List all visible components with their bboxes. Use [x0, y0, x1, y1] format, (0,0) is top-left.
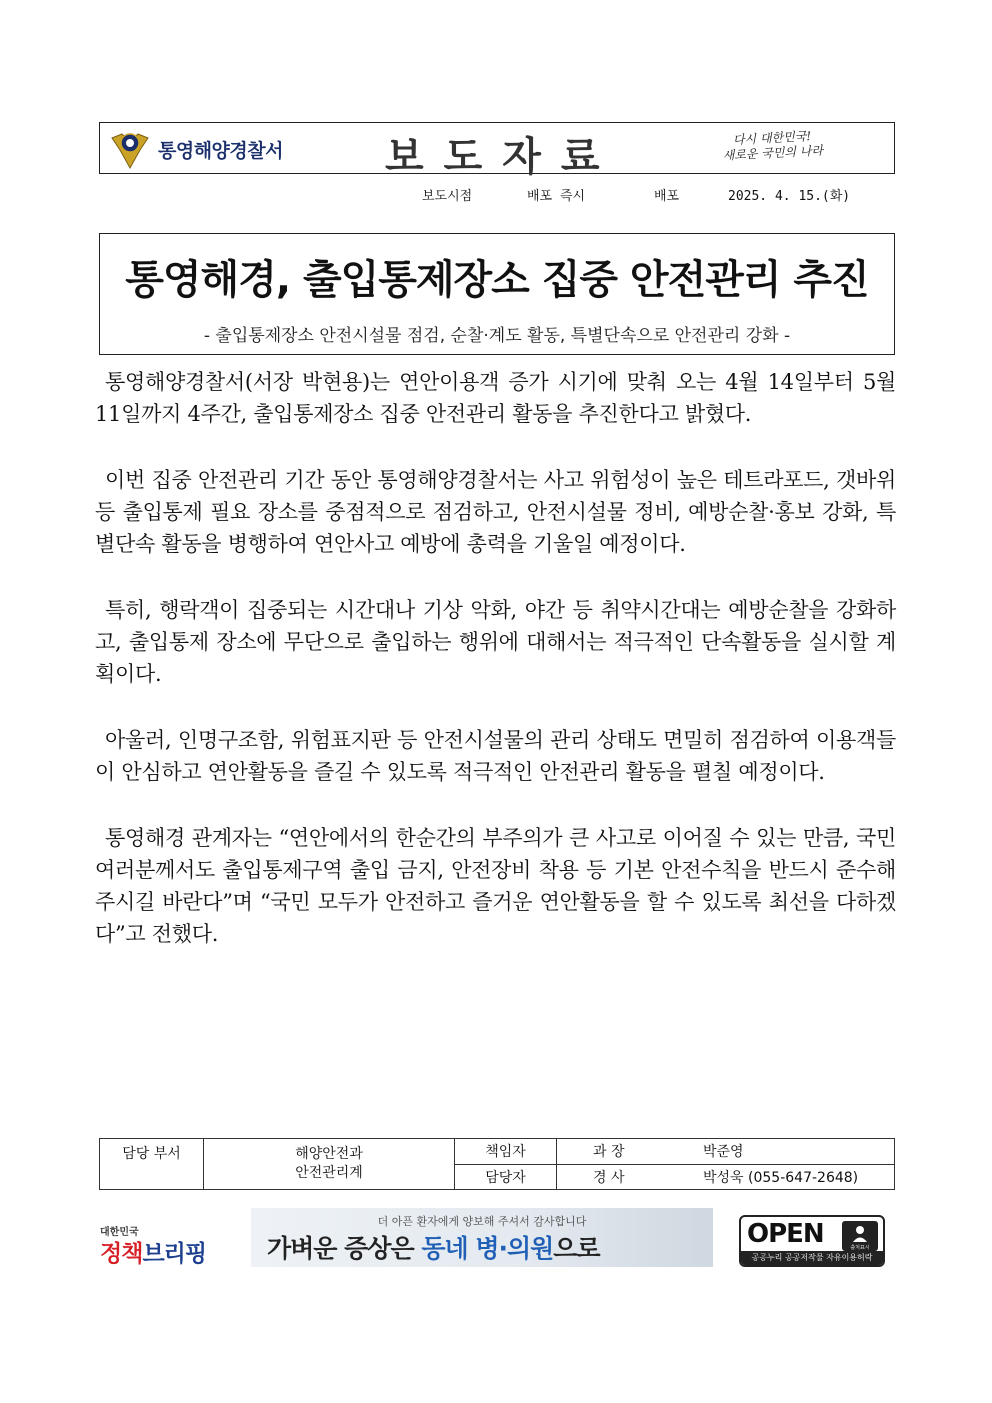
license-bottom-text: 공공누리 공공저작물 자유이용허락 [741, 1251, 883, 1265]
dept-name-line-1: 해양안전과 [295, 1146, 363, 1162]
policy-briefing-logo[interactable] [100, 1223, 210, 1267]
slogan-line-1: 다시 대한민국! [732, 128, 812, 148]
responsible-person [557, 1139, 895, 1165]
responsible-rank: 과 장 [593, 1144, 625, 1161]
paragraph-3: 특히, 행락객이 집중되는 시간대나 기상 악화, 야간 등 취약시간대는 예방순찰을 강화하고, 출입통제 장소에 무단으로 출입하는 행위에 대해서는 적극적인 단속활동을 실시할 계획이다. [95, 598, 896, 686]
policy-briefing-title [100, 1235, 206, 1268]
paragraph-1: 통영해양경찰서(서장 박현용)는 연안이용객 증가 시기에 맞춰 오는 4월 14일부터 5월 11일까지 4주간, 출입통제장소 집중 안전관리 활동을 추진한다고 밝혔다. [95, 370, 896, 426]
staff-label: 담당자 [455, 1164, 557, 1190]
staff-person [557, 1164, 895, 1190]
slogan [709, 128, 835, 165]
campaign-banner[interactable] [251, 1208, 713, 1267]
dept-name [204, 1139, 455, 1190]
release-time-label: 보도시점 [422, 189, 473, 204]
dept-name-line-2: 안전관리계 [295, 1165, 363, 1181]
attribution-badge-text: 출처표시 [850, 1245, 870, 1251]
article-body [95, 366, 896, 984]
responsible-label: 책임자 [455, 1139, 557, 1165]
banner-main-text [267, 1229, 600, 1265]
subtitle: - 출입통제장소 안전시설물 점검, 순찰·계도 활동, 특별단속으로 안전관리 강화 - [203, 326, 791, 346]
policy-briefing-small-text: 대한민국 [100, 1227, 139, 1238]
license-open-text: OPEN [747, 1219, 824, 1249]
paragraph-4: 아울러, 인명구조함, 위험표지판 등 안전시설물의 관리 상태도 면밀히 점검하여 이용객들이 안심하고 연안활동을 즐길 수 있도록 적극적인 안전관리 활동을 펼칠 예정이다. [95, 728, 896, 784]
staff-name-phone: 박성욱 (055-647-2648) [703, 1169, 859, 1186]
banner-main-part-3: 으로 [553, 1234, 600, 1263]
release-date: 2025. 4. 15.(화) [728, 189, 851, 204]
banner-main-highlight: 동네 병·의원 [421, 1234, 554, 1263]
attribution-badge-icon [842, 1221, 878, 1251]
headline: 통영해경, 출입통제장소 집중 안전관리 추진 [125, 257, 869, 303]
doc-type-title: 보도자료 [385, 134, 620, 180]
paragraph-5: 통영해경 관계자는 “연안에서의 한순간의 부주의가 큰 사고로 이어질 수 있는 만큼, 국민 여러분께서도 출입통제구역 출입 금지, 안전장비 착용 등 기본 안전수칙을 반드시 준수해 주시길 바란다”며 “국민 모두가 안전하고 즐거운 연안활동을 할 수 있도록 최선을 다하겠다”고 전했다. [95, 826, 896, 946]
slogan-line-2: 새로운 국민의 나라 [722, 143, 824, 163]
dept-label: 담당 부서 [100, 1139, 204, 1190]
coast-guard-emblem-icon [110, 128, 150, 170]
policy-briefing-title-part-2: 브리핑 [142, 1241, 207, 1267]
staff-rank: 경 사 [593, 1169, 625, 1186]
header-box [99, 122, 895, 180]
policy-briefing-title-part-1: 정책 [100, 1241, 143, 1267]
distribution-label: 배포 [654, 189, 680, 204]
paragraph-2: 이번 집중 안전관리 기간 동안 통영해양경찰서는 사고 위험성이 높은 테트라포드, 갯바위 등 출입통제 필요 장소를 중점적으로 점검하고, 안전시설물 정비, 예방순찰·홍보 강화, 특별단속 활동을 병행하여 연안사고 예방에 총력을 기울일 예정이다. [95, 468, 896, 556]
responsible-name: 박준영 [703, 1144, 744, 1161]
open-license-mark[interactable] [739, 1215, 885, 1267]
banner-main-part-1: 가벼운 증상은 [267, 1234, 422, 1263]
title-box [99, 233, 895, 355]
banner-top-text: 더 아픈 환자에게 양보해 주셔서 감사합니다 [377, 1215, 587, 1228]
org-name: 통영해양경찰서 [158, 140, 283, 162]
contact-table [99, 1138, 895, 1190]
release-time-value: 배포 즉시 [527, 189, 586, 204]
